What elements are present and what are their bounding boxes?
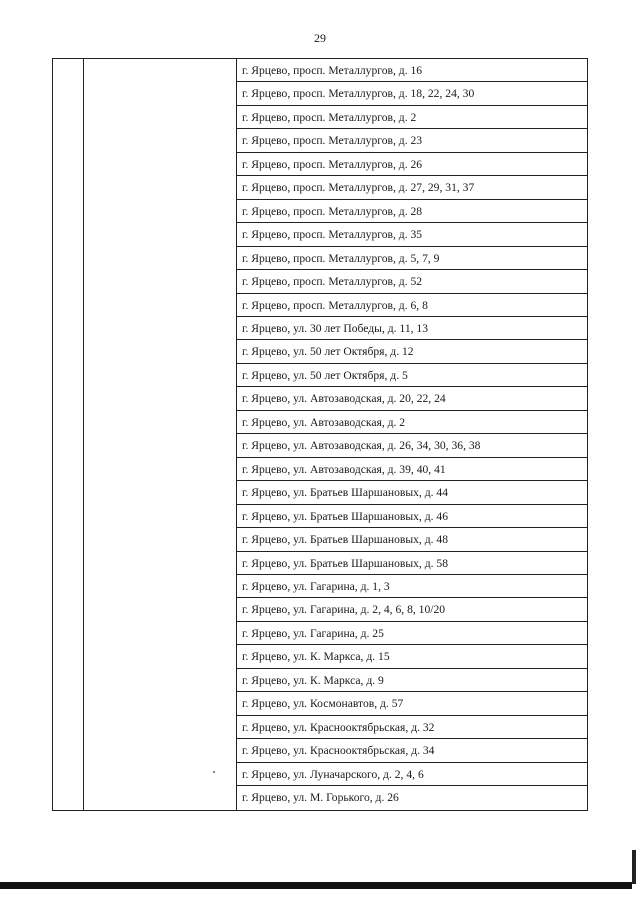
scan-edge-mark [632, 850, 636, 884]
table-row: г. Ярцево, ул. Автозаводская, д. 20, 22, 24 [236, 387, 587, 410]
column-divider-1 [83, 59, 84, 810]
table-row: г. Ярцево, ул. Краснооктябрьская, д. 34 [236, 739, 587, 762]
table-row: г. Ярцево, просп. Металлургов, д. 28 [236, 200, 587, 223]
table-row: г. Ярцево, просп. Металлургов, д. 23 [236, 129, 587, 152]
table-row: г. Ярцево, ул. 50 лет Октября, д. 12 [236, 340, 587, 363]
table-row: г. Ярцево, ул. Братьев Шаршановых, д. 46 [236, 505, 587, 528]
table-row: г. Ярцево, ул. Братьев Шаршановых, д. 48 [236, 528, 587, 551]
table-row: г. Ярцево, ул. М. Горького, д. 26 [242, 791, 399, 805]
table-row: г. Ярцево, ул. Гагарина, д. 2, 4, 6, 8, 10/20 [236, 598, 587, 621]
table-row: г. Ярцево, ул. Автозаводская, д. 2 [236, 411, 587, 434]
scan-speck [213, 771, 215, 773]
table-row: г. Ярцево, ул. Братьев Шаршановых, д. 58 [236, 552, 587, 575]
table-row: г. Ярцево, ул. Братьев Шаршановых, д. 44 [236, 481, 587, 504]
table-row: г. Ярцево, ул. 30 лет Победы, д. 11, 13 [236, 317, 587, 340]
table-row: г. Ярцево, ул. Гагарина, д. 1, 3 [236, 575, 587, 598]
table-row: г. Ярцево, ул. Автозаводская, д. 39, 40, 41 [236, 458, 587, 481]
address-table [52, 58, 588, 811]
table-row: г. Ярцево, просп. Металлургов, д. 6, 8 [236, 294, 587, 317]
table-row: г. Ярцево, ул. Автозаводская, д. 26, 34, 30, 36, 38 [236, 434, 587, 457]
table-row: г. Ярцево, просп. Металлургов, д. 16 [236, 59, 587, 82]
table-row: г. Ярцево, ул. Космонавтов, д. 57 [236, 692, 587, 715]
table-row: г. Ярцево, просп. Металлургов, д. 35 [236, 223, 587, 246]
table-row: г. Ярцево, ул. К. Маркса, д. 9 [236, 669, 587, 692]
table-row: г. Ярцево, ул. К. Маркса, д. 15 [236, 645, 587, 668]
table-row: г. Ярцево, ул. Краснооктябрьская, д. 32 [236, 716, 587, 739]
table-row: г. Ярцево, ул. 50 лет Октября, д. 5 [236, 364, 587, 387]
table-row: г. Ярцево, просп. Металлургов, д. 26 [236, 153, 587, 176]
scan-bottom-bar [0, 882, 632, 889]
table-row: г. Ярцево, ул. Луначарского, д. 2, 4, 6 [236, 763, 587, 786]
table-row: г. Ярцево, просп. Металлургов, д. 52 [236, 270, 587, 293]
address-column [236, 59, 587, 810]
table-row: г. Ярцево, ул. Гагарина, д. 25 [236, 622, 587, 645]
table-row: г. Ярцево, просп. Металлургов, д. 18, 22, 24, 30 [236, 82, 587, 105]
table-row: г. Ярцево, просп. Металлургов, д. 27, 29, 31, 37 [236, 176, 587, 199]
page-number: 29 [314, 31, 326, 45]
table-row: г. Ярцево, просп. Металлургов, д. 2 [236, 106, 587, 129]
table-row: г. Ярцево, просп. Металлургов, д. 5, 7, 9 [236, 247, 587, 270]
